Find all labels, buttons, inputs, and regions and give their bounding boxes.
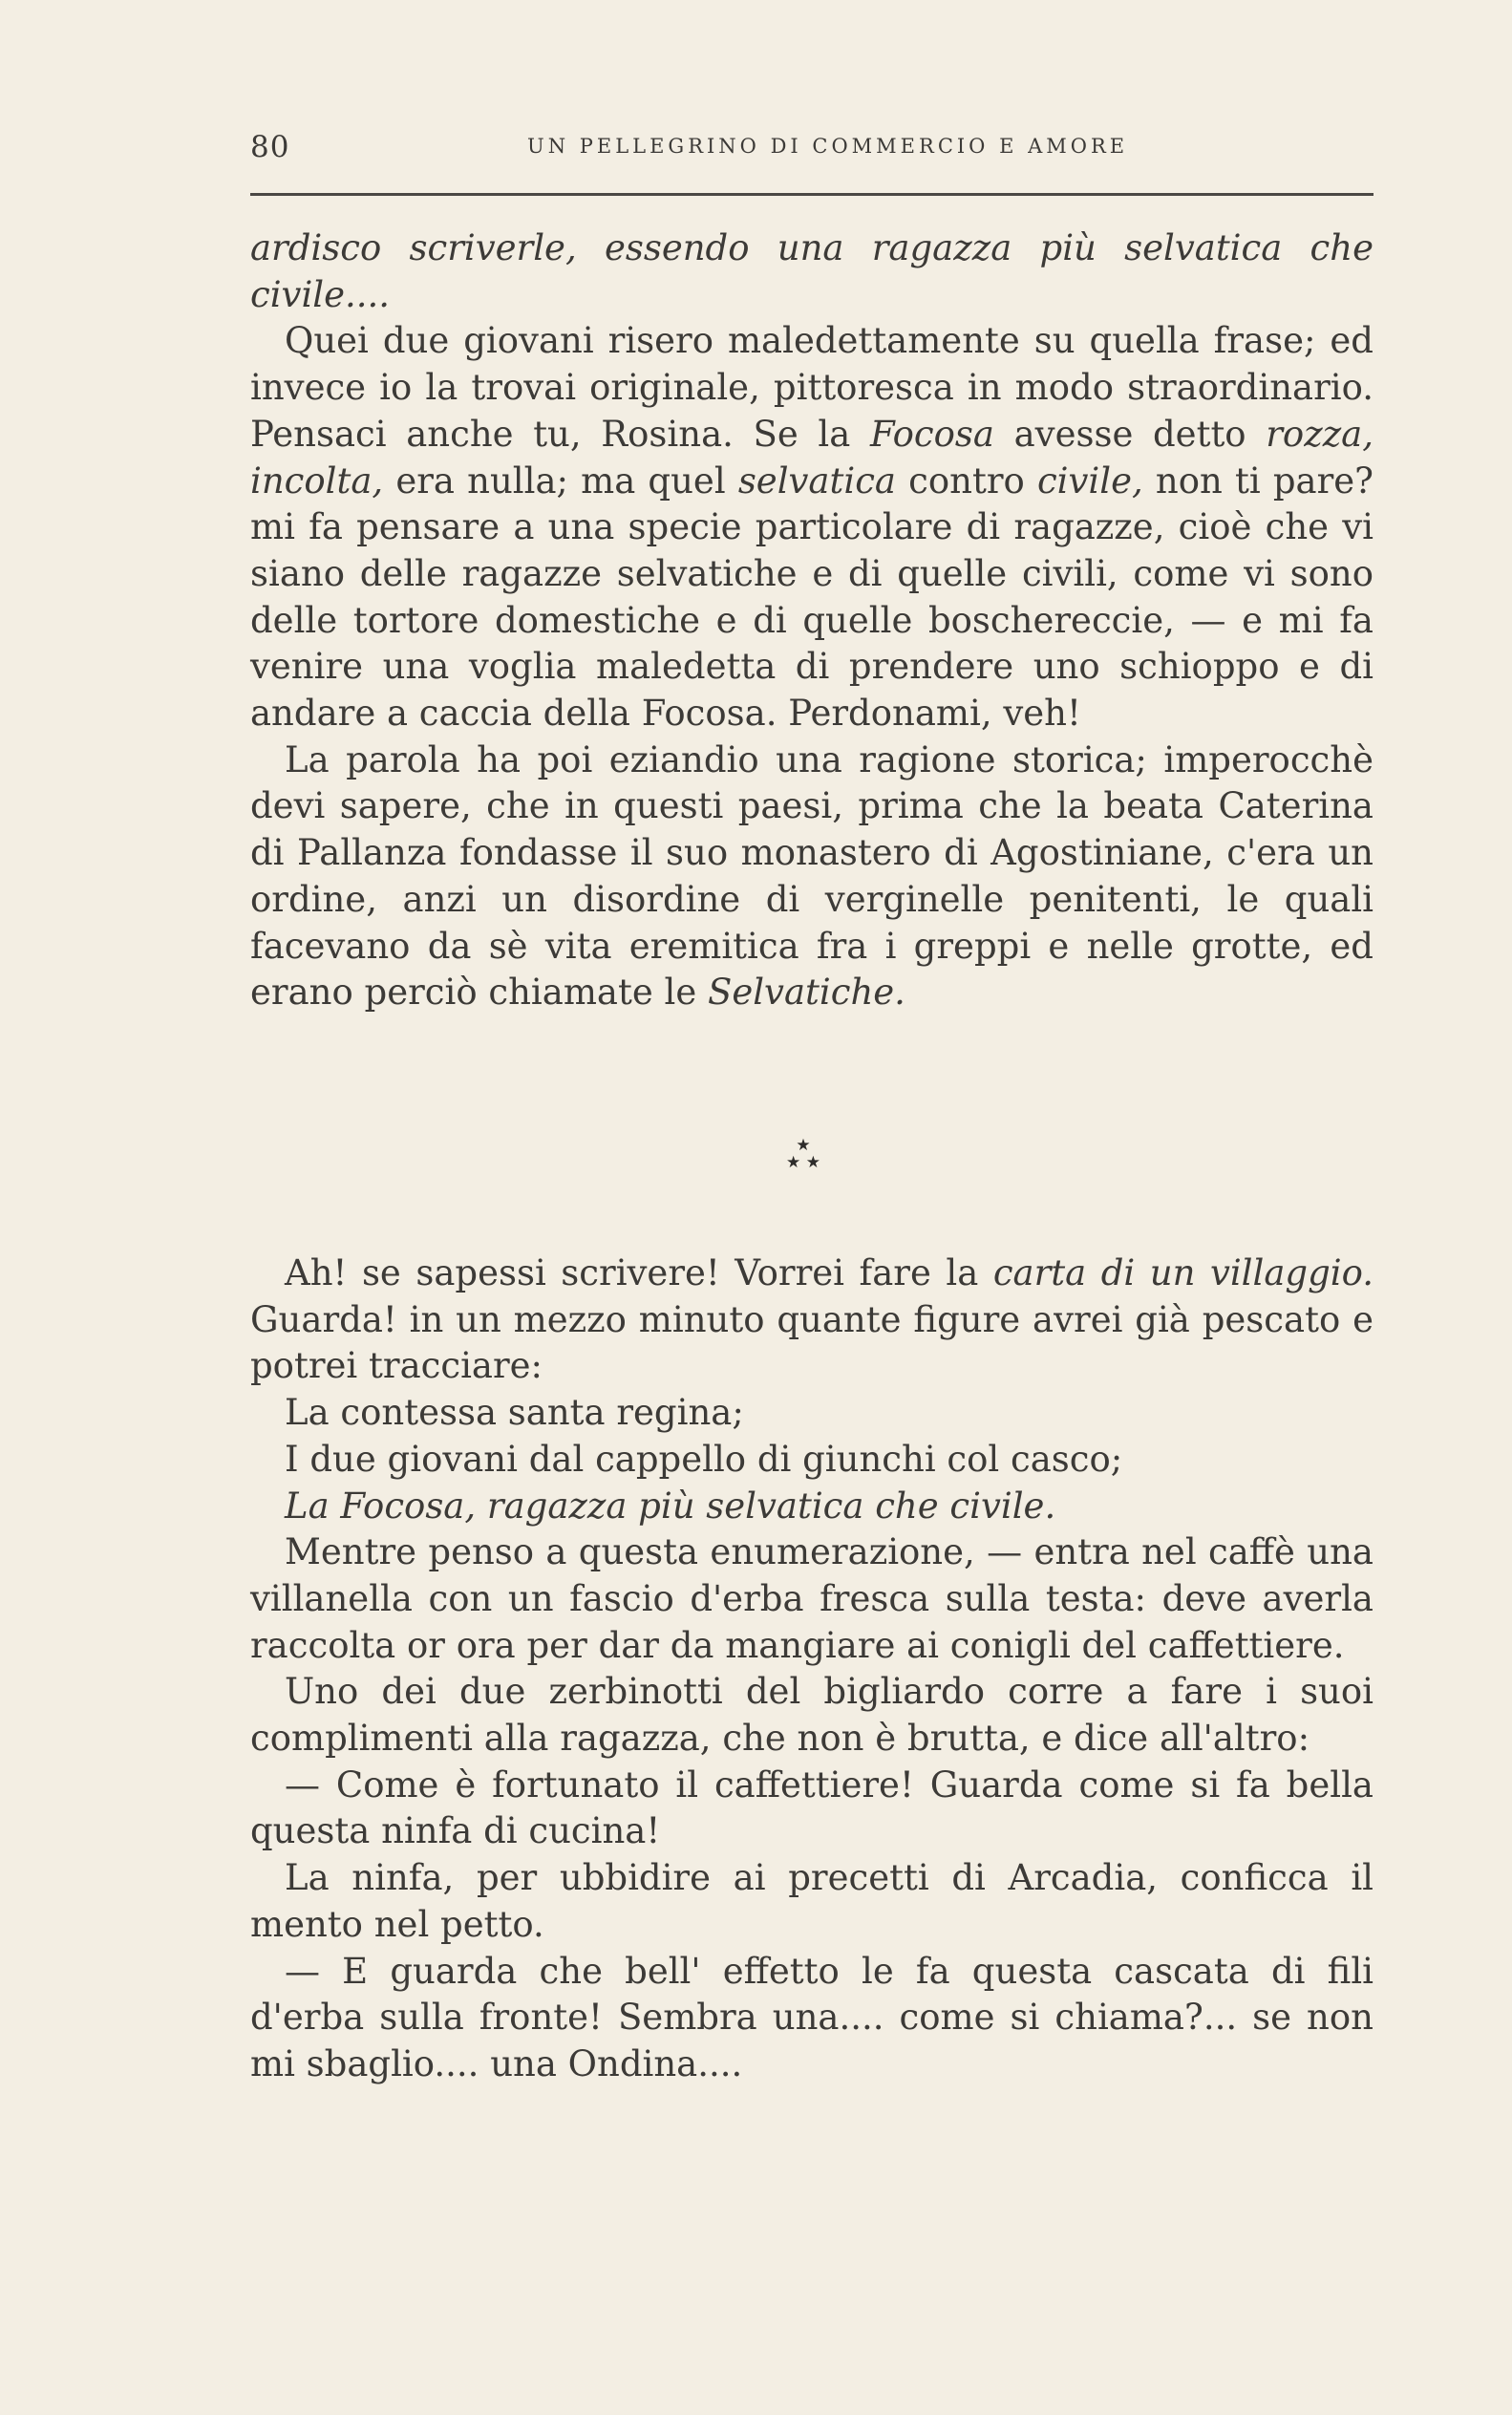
italic-text: civile, (1036, 459, 1143, 502)
text-run: Ah! se sapessi scrivere! Vorrei fare la (285, 1252, 993, 1293)
paragraph (250, 225, 1374, 318)
paragraph (250, 318, 1374, 737)
section-separator (765, 1137, 841, 1183)
list-line: I due giovani dal cappello di giunchi col casco; (285, 1438, 1123, 1480)
text-run: contro (895, 459, 1037, 502)
dialogue-line: — E guarda che bell' effetto le fa questa cascata di fili d'erba sulla fronte! Sembra una.... come si chiama?... se non mi sbaglio.... una Ondina.... (250, 1950, 1374, 2084)
italic-text: Focosa (869, 413, 994, 455)
text-run: La parola ha poi eziandio una ragione storica; imperocchè devi sapere, che in questi paesi, prima che la beata Caterina di Pallanza fondasse il suo monastero di Agostiniane, c'era un ordine, anzi un disordine di verginelle penitenti, le quali facevano da sè vita eremitica fra i greppi e nelle grotte, ed erano perciò chiamate le (250, 738, 1374, 1014)
italic-text: ardisco scriverle, essendo una ragazza più selvatica che civile.... (250, 227, 1374, 315)
text-run: non ti pare? mi fa pensare a una specie particolare di ragazze, cioè che vi siano delle ragazze selvatiche e di quelle civili, come vi sono delle tortore domestiche e di quelle boschereccie, — e mi fa venire una voglia maledetta di prendere uno schioppo e di andare a caccia della Focosa. Perdonami, veh! (250, 459, 1374, 735)
paragraph (250, 737, 1374, 1016)
asterisk-bottom: ★ ★ (786, 1153, 820, 1172)
dialogue-line: — Come è fortunato il caffettiere! Guarda come si fa bella questa ninfa di cucina! (250, 1763, 1374, 1852)
paragraph: Uno dei due zerbinotti del bigliardo corre a fare i suoi complimenti alla ragazza, che non è brutta, e dice all'altro: (250, 1671, 1374, 1760)
text-run: avesse detto (993, 413, 1267, 455)
italic-text: carta di un villaggio. (992, 1252, 1374, 1293)
list-line: La contessa santa regina; (285, 1392, 744, 1434)
italic-text: rozza, incolta, (250, 413, 1374, 502)
text-run: Guarda! in un mezzo minuto quante figure avrei già pescato e potrei tracciare: (250, 1298, 1374, 1387)
text-block-2 (250, 1250, 1374, 2088)
text-run: Quei due giovani risero maledettamente su quella frase; ed invece io la trovai originale, pittoresca in modo straordinario. Pensaci anche tu, Rosina. Se la (250, 320, 1374, 455)
text-block-1 (250, 225, 1374, 1016)
page-number: 80 (250, 130, 290, 164)
paragraph: Mentre penso a questa enumerazione, — entra nel caffè una villanella con un fascio d'erba fresca sulla testa: deve averla raccolta or ora per dar da mangiare ai conigli del caffettiere. (250, 1531, 1374, 1666)
running-title: UN PELLEGRINO DI COMMERCIO E AMORE (527, 135, 1129, 158)
page-header (250, 130, 1374, 168)
paragraph: La ninfa, per ubbidire ai precetti di Arcadia, conficca il mento nel petto. (250, 1857, 1374, 1945)
asterisk-top: ★ (796, 1136, 811, 1155)
italic-text: Selvatiche. (707, 972, 905, 1014)
paragraph (250, 1250, 1374, 1390)
italic-text: selvatica (737, 459, 896, 502)
list-line: La Focosa, ragazza più selvatica che civile. (285, 1485, 1056, 1527)
text-run: era nulla; ma quel (383, 459, 738, 502)
header-rule (250, 193, 1374, 196)
